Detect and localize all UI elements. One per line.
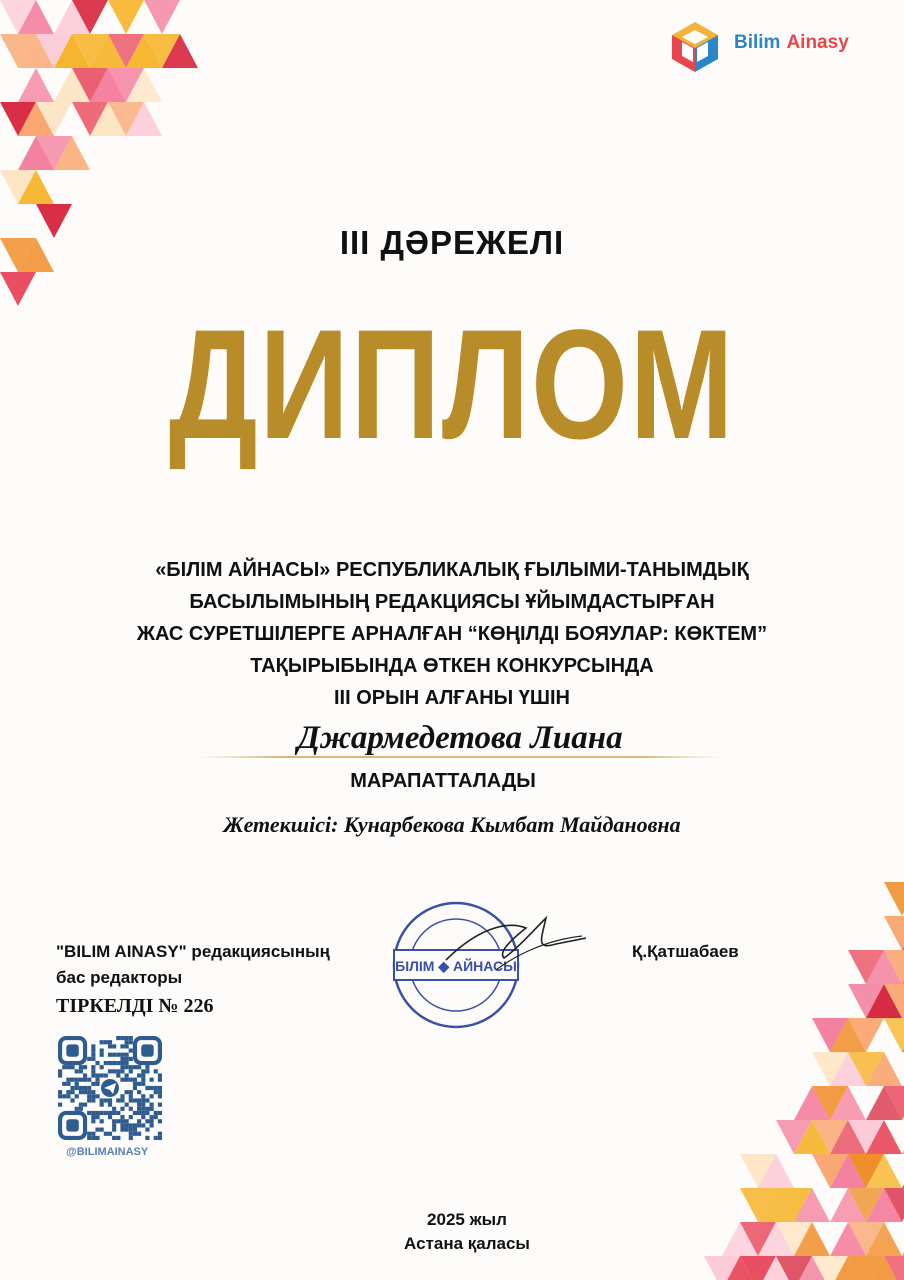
qr-module [129, 1048, 133, 1052]
qr-module [87, 1136, 91, 1140]
qr-module [108, 1040, 112, 1044]
logo-word-ainasy: Ainasy [786, 32, 849, 53]
qr-module [58, 1090, 62, 1094]
qr-module [116, 1098, 120, 1102]
qr-module [66, 1082, 70, 1086]
qr-module [120, 1061, 124, 1065]
award-description-line: ТАҚЫРЫБЫНДА ӨТКЕН КОНКУРСЫНДА [250, 655, 654, 677]
qr-module [137, 1123, 141, 1127]
qr-module [133, 1128, 137, 1132]
qr-module [83, 1103, 87, 1107]
qr-module [104, 1061, 108, 1065]
qr-module [83, 1090, 87, 1094]
qr-module [116, 1111, 120, 1115]
qr-module [145, 1107, 149, 1111]
qr-module [108, 1053, 112, 1057]
qr-module [137, 1065, 141, 1069]
qr-module [150, 1078, 154, 1082]
qr-module [120, 1098, 124, 1102]
qr-module [83, 1078, 87, 1082]
qr-module [112, 1123, 116, 1127]
qr-module [129, 1090, 133, 1094]
qr-module [100, 1119, 104, 1123]
qr-module [91, 1069, 95, 1073]
qr-module [125, 1078, 129, 1082]
qr-module [95, 1094, 99, 1098]
qr-module [141, 1123, 145, 1127]
qr-module [70, 1090, 74, 1094]
award-description-line: III ОРЫН АЛҒАНЫ ҮШІН [333, 687, 570, 709]
decor-triangle [0, 272, 36, 306]
qr-module [141, 1073, 145, 1077]
qr-module [91, 1119, 95, 1123]
qr-module [154, 1111, 158, 1115]
qr-module [62, 1065, 66, 1069]
qr-module [108, 1111, 112, 1115]
qr-module [100, 1048, 104, 1052]
qr-module [129, 1036, 133, 1040]
triangle-decoration-bottom-right [704, 780, 904, 1280]
qr-module [79, 1103, 83, 1107]
qr-module [120, 1078, 124, 1082]
qr-module [133, 1078, 137, 1082]
qr-module [112, 1128, 116, 1132]
year-text: 2025 жыл [427, 1210, 507, 1229]
qr-module [137, 1090, 141, 1094]
qr-module [158, 1119, 162, 1123]
social-handle: @BILIMAINASY [66, 1146, 149, 1158]
qr-module [158, 1111, 162, 1115]
qr-module [100, 1065, 104, 1069]
qr-module [91, 1111, 95, 1115]
decor-triangle [18, 68, 54, 102]
qr-module [104, 1098, 108, 1102]
qr-module [145, 1065, 149, 1069]
qr-module [158, 1090, 162, 1094]
qr-module [137, 1132, 141, 1136]
qr-module [87, 1094, 91, 1098]
qr-module [95, 1061, 99, 1065]
qr-module [125, 1128, 129, 1132]
qr-module [129, 1132, 133, 1136]
qr-module [129, 1065, 133, 1069]
qr-module [120, 1094, 124, 1098]
qr-module [100, 1098, 104, 1102]
city-text: Астана қаласы [404, 1234, 530, 1253]
qr-module [112, 1107, 116, 1111]
qr-module [129, 1069, 133, 1073]
qr-module [58, 1069, 62, 1073]
qr-module [91, 1073, 95, 1077]
degree-heading: III ДӘРЕЖЕЛІ [339, 224, 565, 261]
qr-module [125, 1040, 129, 1044]
award-description-line: БАСЫЛЫМЫНЫҢ РЕДАКЦИЯСЫ ҰЙЫМДАСТЫРҒАН [189, 591, 715, 613]
qr-module [145, 1111, 149, 1115]
qr-module [112, 1061, 116, 1065]
qr-module [104, 1132, 108, 1136]
qr-module [141, 1107, 145, 1111]
qr-module [154, 1086, 158, 1090]
qr-module [66, 1065, 70, 1069]
qr-module [75, 1107, 79, 1111]
qr-module [120, 1119, 124, 1123]
logo-word-bilim: Bilim [734, 32, 781, 53]
qr-module [125, 1065, 129, 1069]
awarded-text: МАРАПАТТАЛАДЫ [350, 770, 536, 792]
qr-module [91, 1048, 95, 1052]
qr-module [116, 1053, 120, 1057]
qr-module [141, 1094, 145, 1098]
qr-module [137, 1098, 141, 1102]
qr-module [158, 1078, 162, 1082]
qr-module [95, 1128, 99, 1132]
qr-module [145, 1119, 149, 1123]
qr-module [120, 1065, 124, 1069]
qr-module [125, 1103, 129, 1107]
qr-module [154, 1069, 158, 1073]
qr-module [95, 1073, 99, 1077]
logo-cube-icon [668, 20, 722, 74]
editor-title-line2: бас редакторы [56, 968, 183, 987]
qr-module [145, 1069, 149, 1073]
qr-module [112, 1069, 116, 1073]
official-stamp [386, 900, 586, 1035]
qr-module [87, 1078, 91, 1082]
qr-module [154, 1115, 158, 1119]
qr-module [141, 1111, 145, 1115]
qr-module [125, 1036, 129, 1040]
qr-module [62, 1094, 66, 1098]
qr-module [104, 1111, 108, 1115]
qr-module [70, 1065, 74, 1069]
qr-module [120, 1115, 124, 1119]
qr-module [137, 1082, 141, 1086]
editor-title-line1: "BILIM AINASY" редакциясының [56, 942, 330, 961]
qr-module [58, 1094, 62, 1098]
stamp-center-text: БІЛІМ ◆ АЙНАСЫ [395, 958, 517, 974]
qr-module [104, 1040, 108, 1044]
qr-finder-center [141, 1044, 153, 1056]
qr-module [91, 1065, 95, 1069]
qr-module [120, 1044, 124, 1048]
qr-module [133, 1065, 137, 1069]
qr-module [112, 1044, 116, 1048]
qr-module [150, 1107, 154, 1111]
qr-module [129, 1040, 133, 1044]
qr-module [129, 1123, 133, 1127]
qr-module [129, 1107, 133, 1111]
qr-module [83, 1073, 87, 1077]
qr-module [87, 1057, 91, 1061]
qr-module [79, 1107, 83, 1111]
qr-module [116, 1136, 120, 1140]
qr-module [133, 1111, 137, 1115]
qr-module [125, 1053, 129, 1057]
qr-module [95, 1078, 99, 1082]
decor-triangle [884, 882, 904, 916]
qr-module [133, 1098, 137, 1102]
qr-module [91, 1115, 95, 1119]
qr-finder-center [66, 1044, 78, 1056]
qr-module [120, 1069, 124, 1073]
qr-module [91, 1082, 95, 1086]
qr-module [83, 1086, 87, 1090]
qr-module [75, 1086, 79, 1090]
qr-module [137, 1107, 141, 1111]
qr-module [150, 1103, 154, 1107]
qr-module [112, 1136, 116, 1140]
qr-module [158, 1132, 162, 1136]
qr-module [158, 1094, 162, 1098]
qr-module [158, 1103, 162, 1107]
qr-module [150, 1123, 154, 1127]
qr-module [129, 1057, 133, 1061]
qr-module [108, 1069, 112, 1073]
decor-triangle [884, 916, 904, 950]
qr-module [100, 1073, 104, 1077]
qr-module [145, 1136, 149, 1140]
qr-module [158, 1086, 162, 1090]
qr-module [66, 1090, 70, 1094]
qr-module [116, 1069, 120, 1073]
qr-module [120, 1123, 124, 1127]
qr-module [112, 1053, 116, 1057]
qr-module [100, 1111, 104, 1115]
qr-module [58, 1073, 62, 1077]
qr-module [154, 1136, 158, 1140]
qr-module [129, 1136, 133, 1140]
qr-module [120, 1057, 124, 1061]
qr-module [129, 1094, 133, 1098]
qr-module [108, 1044, 112, 1048]
qr-module [91, 1132, 95, 1136]
qr-code[interactable] [58, 1036, 162, 1140]
qr-module [58, 1103, 62, 1107]
qr-module [100, 1040, 104, 1044]
qr-module [145, 1128, 149, 1132]
qr-module [100, 1103, 104, 1107]
award-description-line: ЖАС СУРЕТШІЛЕРГЕ АРНАЛҒАН “КӨҢІЛДІ БОЯУЛАР: КӨКТЕМ” [136, 623, 768, 645]
qr-module [141, 1069, 145, 1073]
qr-module [91, 1136, 95, 1140]
qr-module [112, 1111, 116, 1115]
qr-module [137, 1119, 141, 1123]
qr-module [116, 1061, 120, 1065]
qr-module [91, 1044, 95, 1048]
qr-module [141, 1103, 145, 1107]
qr-module [79, 1069, 83, 1073]
qr-module [125, 1123, 129, 1127]
qr-module [95, 1082, 99, 1086]
qr-module [125, 1044, 129, 1048]
qr-module [83, 1065, 87, 1069]
qr-module [91, 1053, 95, 1057]
qr-module [87, 1111, 91, 1115]
qr-module [133, 1082, 137, 1086]
qr-module [120, 1053, 124, 1057]
award-description-line: «БІЛІМ АЙНАСЫ» РЕСПУБЛИКАЛЫҚ ҒЫЛЫМИ-ТАНЫМДЫҚ [155, 559, 749, 581]
qr-module [141, 1078, 145, 1082]
qr-module [91, 1094, 95, 1098]
qr-module [137, 1111, 141, 1115]
qr-module [95, 1136, 99, 1140]
decor-triangle [108, 0, 144, 34]
qr-module [87, 1090, 91, 1094]
qr-module [129, 1128, 133, 1132]
supervisor-text: Жетекшісі: Кунарбекова Кымбат Майдановна [223, 812, 681, 837]
registration-number: ТІРКЕЛДІ № 226 [56, 995, 214, 1017]
qr-module [125, 1090, 129, 1094]
qr-module [129, 1115, 133, 1119]
qr-module [100, 1053, 104, 1057]
qr-module [125, 1119, 129, 1123]
qr-module [70, 1098, 74, 1102]
qr-module [108, 1098, 112, 1102]
decor-triangle [144, 0, 180, 34]
qr-module [95, 1115, 99, 1119]
qr-module [125, 1061, 129, 1065]
qr-module [70, 1078, 74, 1082]
qr-module [87, 1086, 91, 1090]
qr-module [66, 1078, 70, 1082]
qr-module [125, 1073, 129, 1077]
qr-module [137, 1103, 141, 1107]
qr-module [79, 1090, 83, 1094]
qr-module [145, 1086, 149, 1090]
signer-name: Қ.Қатшабаев [632, 942, 739, 961]
qr-module [116, 1073, 120, 1077]
qr-module [79, 1078, 83, 1082]
award-description [60, 554, 844, 714]
qr-module [133, 1123, 137, 1127]
qr-module [91, 1057, 95, 1061]
decor-triangle [884, 1018, 904, 1052]
qr-module [116, 1036, 120, 1040]
qr-module [133, 1132, 137, 1136]
qr-module [137, 1073, 141, 1077]
qr-module [108, 1132, 112, 1136]
qr-module [79, 1086, 83, 1090]
qr-module [150, 1094, 154, 1098]
qr-module [91, 1098, 95, 1102]
qr-module [75, 1082, 79, 1086]
qr-module [108, 1115, 112, 1119]
qr-module [150, 1086, 154, 1090]
qr-module [141, 1115, 145, 1119]
qr-module [66, 1094, 70, 1098]
qr-module [158, 1073, 162, 1077]
qr-module [100, 1128, 104, 1132]
qr-module [91, 1090, 95, 1094]
diploma-title: ДИПЛОМ [168, 298, 736, 472]
qr-module [79, 1065, 83, 1069]
qr-module [120, 1036, 124, 1040]
qr-module [141, 1082, 145, 1086]
qr-module [75, 1094, 79, 1098]
qr-module [125, 1057, 129, 1061]
qr-module [133, 1086, 137, 1090]
qr-module [62, 1082, 66, 1086]
qr-module [141, 1098, 145, 1102]
qr-module [75, 1069, 79, 1073]
brand-logo [668, 20, 888, 70]
qr-module [112, 1119, 116, 1123]
winner-name: Джармедетова Лиана [297, 720, 623, 756]
qr-module [70, 1086, 74, 1090]
qr-module [75, 1078, 79, 1082]
qr-module [150, 1119, 154, 1123]
qr-module [87, 1132, 91, 1136]
qr-module [116, 1119, 120, 1123]
qr-module [145, 1098, 149, 1102]
qr-module [158, 1136, 162, 1140]
qr-module [108, 1103, 112, 1107]
qr-module [108, 1061, 112, 1065]
qr-module [120, 1128, 124, 1132]
qr-module [129, 1098, 133, 1102]
winner-underline [200, 756, 720, 758]
qr-module [104, 1073, 108, 1077]
qr-finder-center [66, 1119, 78, 1131]
qr-module [95, 1111, 99, 1115]
qr-module [129, 1078, 133, 1082]
qr-module [87, 1098, 91, 1102]
qr-module [154, 1090, 158, 1094]
qr-module [120, 1107, 124, 1111]
qr-module [150, 1115, 154, 1119]
